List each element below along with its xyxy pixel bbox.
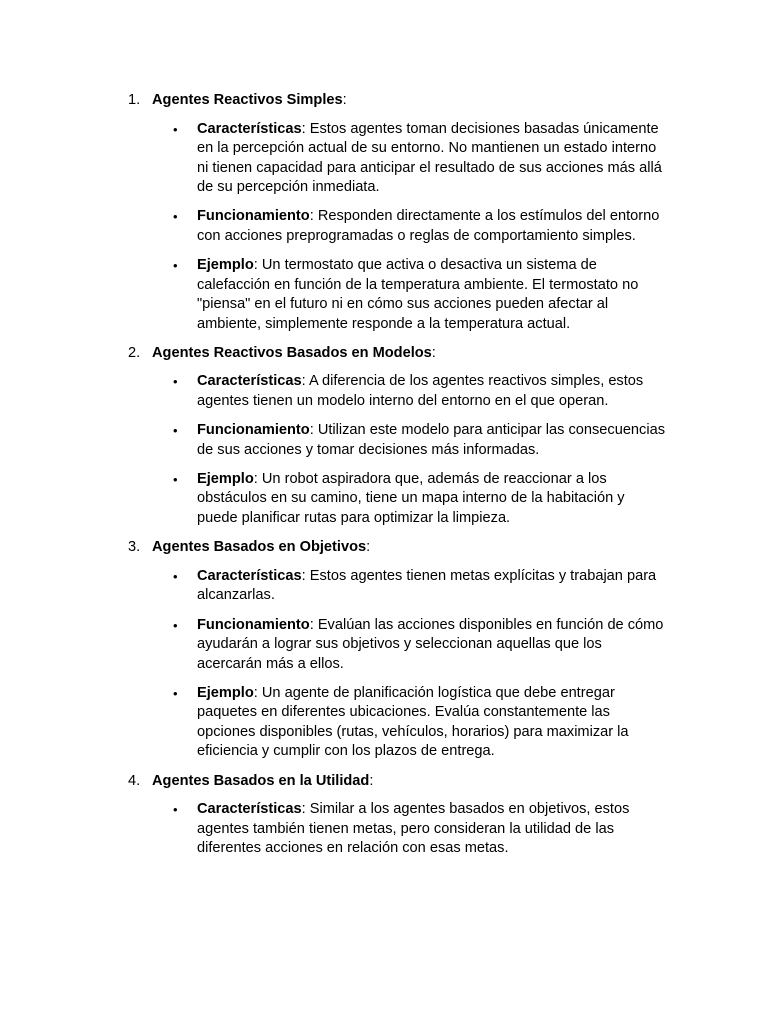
item-term: Funcionamiento — [197, 208, 310, 225]
section-title — [152, 91, 347, 111]
bullet-item — [128, 800, 668, 859]
bullet-item — [128, 684, 668, 762]
list-section — [128, 91, 668, 334]
section-title — [152, 772, 373, 792]
section-heading — [128, 772, 668, 792]
bullet-item — [128, 372, 668, 411]
item-term: Características — [197, 120, 302, 137]
bullet-icon: • — [173, 258, 178, 274]
item-term: Ejemplo — [197, 684, 254, 701]
section-title — [152, 344, 436, 364]
list-section — [128, 344, 668, 529]
item-term: Características — [197, 801, 302, 818]
bullet-icon: • — [173, 685, 178, 701]
item-term: Ejemplo — [197, 470, 254, 487]
bullet-item — [128, 256, 668, 334]
item-text: Estos agentes tienen metas explícitas y trabajan para alcanzarlas. — [197, 567, 657, 604]
bullet-list — [128, 120, 668, 335]
bullet-icon: • — [173, 617, 178, 633]
item-term: Funcionamiento — [197, 616, 310, 633]
section-number: 4. — [128, 772, 141, 789]
list-section — [128, 772, 668, 859]
item-text: Utilizan este modelo para anticipar las consecuencias de sus acciones y tomar decisiones más informadas. — [197, 422, 666, 458]
bullet-item — [128, 616, 668, 675]
item-term: Funcionamiento — [197, 422, 310, 439]
section-title-text: Agentes Reactivos Basados en Modelos — [152, 344, 432, 361]
item-separator: : — [253, 257, 262, 274]
bullet-item — [128, 207, 668, 246]
section-number: 1. — [128, 92, 141, 108]
bullet-item — [128, 421, 668, 460]
bullet-item — [128, 567, 668, 606]
item-separator: : — [301, 373, 309, 390]
bullet-icon: • — [173, 568, 178, 584]
item-term: Características — [197, 373, 302, 390]
item-separator: : — [253, 684, 262, 701]
section-number: 2. — [128, 344, 141, 361]
section-title-suffix: : — [342, 92, 347, 108]
section-title-text: Agentes Basados en la Utilidad — [152, 772, 370, 789]
section-title-text: Agentes Reactivos Simples — [152, 92, 343, 108]
item-separator: : — [309, 422, 318, 439]
bullet-icon: • — [173, 121, 178, 137]
item-separator: : — [301, 567, 310, 584]
item-text: Similar a los agentes basados en objetivos, estos agentes también tienen metas, pero consideran la utilidad de las diferentes acciones en relación con esas metas. — [197, 801, 630, 857]
item-term: Ejemplo — [197, 257, 254, 274]
section-heading — [128, 344, 668, 364]
bullet-list — [128, 800, 668, 859]
item-separator: : — [309, 208, 318, 225]
item-text: Responden directamente a los estímulos del entorno con acciones preprogramadas o reglas de comportamiento simples. — [197, 208, 660, 244]
item-separator: : — [301, 801, 310, 818]
item-text: Un agente de planificación logística que debe entregar paquetes en diferentes ubicaciones. Evalúa constantemente las opciones disponibles (rutas, vehículos, horarios) para maximizar la eficiencia y cumplir con los plazos de entrega. — [197, 684, 629, 760]
item-text: Un robot aspiradora que, además de reaccionar a los obstáculos en su camino, tiene un mapa interno de la habitación y puede planificar rutas para optimizar la limpieza. — [197, 470, 625, 526]
section-heading — [128, 91, 668, 111]
list-section — [128, 538, 668, 762]
section-title-suffix: : — [366, 539, 371, 556]
item-text: Evalúan las acciones disponibles en función de cómo ayudarán a lograr sus objetivos y seleccionan aquellas que los acercarán más a ellos. — [197, 616, 664, 672]
section-title-suffix: : — [431, 344, 436, 361]
bullet-icon: • — [173, 802, 178, 818]
item-separator: : — [253, 470, 262, 487]
section-number: 3. — [128, 539, 141, 556]
bullet-item — [128, 120, 668, 198]
item-text: Un termostato que activa o desactiva un sistema de calefacción en función de la temperatura ambiente. El termostato no "piensa" en el futuro ni en cómo sus acciones pueden afectar al ambiente, simplemente responde a la temperatura actual. — [197, 257, 639, 332]
section-title-text: Agentes Basados en Objetivos — [152, 539, 367, 556]
item-text: A diferencia de los agentes reactivos simples, estos agentes tienen un modelo interno del entorno en el que operan. — [197, 373, 644, 409]
item-text: Estos agentes toman decisiones basadas únicamente en la percepción actual de su entorno. No mantienen un estado interno ni tienen capacidad para anticipar el resultado de sus acciones más allá de su percepción inmediata. — [197, 120, 662, 195]
item-separator: : — [301, 120, 310, 137]
item-separator: : — [309, 616, 318, 633]
section-title — [152, 538, 370, 558]
bullet-list — [128, 372, 668, 528]
bullet-icon: • — [173, 209, 178, 225]
bullet-icon: • — [173, 374, 178, 390]
bullet-item — [128, 470, 668, 529]
bullet-icon: • — [173, 423, 178, 439]
section-title-suffix: : — [369, 772, 374, 789]
bullet-icon: • — [173, 471, 178, 487]
bullet-list — [128, 567, 668, 762]
numbered-list — [128, 91, 668, 868]
section-heading — [128, 538, 668, 558]
item-term: Características — [197, 567, 302, 584]
